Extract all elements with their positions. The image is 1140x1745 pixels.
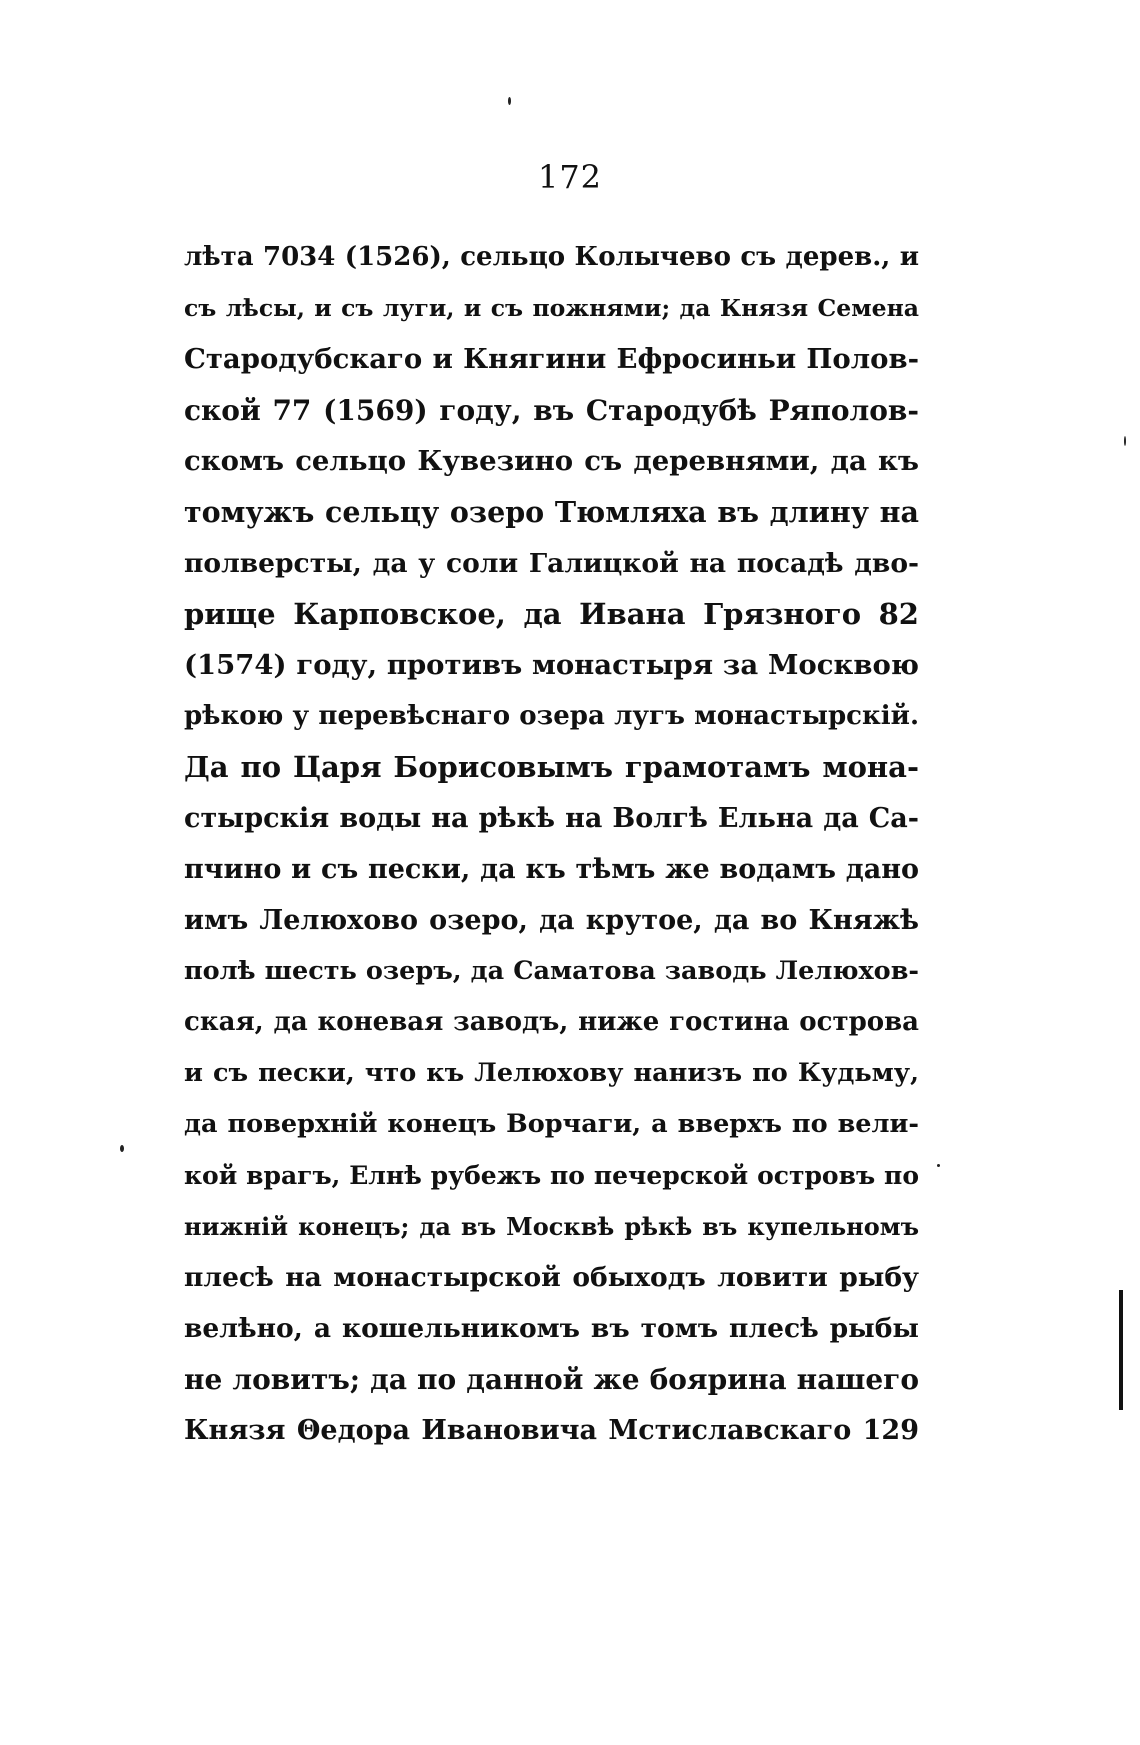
text-line: ской 77 (1569) году, въ Стародубѣ Ряполов- xyxy=(184,394,919,427)
text-line: нижній конецъ; да въ Москвѣ рѣкѣ въ купельномъ xyxy=(184,1212,919,1241)
text-line: и съ пески, что къ Лелюхову нанизъ по Кудьму, xyxy=(184,1058,919,1088)
scan-edge-mark xyxy=(1119,1290,1123,1410)
body-text xyxy=(184,232,919,1456)
scan-speck xyxy=(937,1164,940,1167)
text-line: лѣта 7034 (1526), сельцо Колычево съ дерев., и xyxy=(184,242,919,272)
text-line: скомъ сельцо Кувезино съ деревнями, да къ xyxy=(184,445,919,477)
text-line: велѣно, а кошельникомъ въ томъ плесѣ рыбы xyxy=(184,1313,919,1344)
text-line: Стародубскаго и Княгини Ефросиньи Полов- xyxy=(184,343,919,375)
text-line: не ловитъ; да по данной же боярина нашего xyxy=(184,1363,919,1396)
text-line: (1574) году, противъ монастыря за Москвою xyxy=(184,649,919,681)
text-line: полѣ шесть озеръ, да Саматова заводь Лелюхов- xyxy=(184,956,919,986)
text-line: плесѣ на монастырской обыходъ ловити рыбу xyxy=(184,1262,919,1293)
scan-speck xyxy=(1124,436,1126,446)
text-line: рище Карповское, да Ивана Грязного 82 xyxy=(184,597,919,631)
text-line: имъ Лелюхово озеро, да крутое, да во Княжѣ xyxy=(184,905,919,936)
text-line: полверсты, да у соли Галицкой на посадѣ дво- xyxy=(184,548,919,579)
text-line: ская, да коневая заводъ, ниже гостина острова xyxy=(184,1007,919,1037)
text-line: да поверхній конецъ Ворчаги, а вверхъ по вели- xyxy=(184,1109,919,1139)
text-line: томужъ сельцу озеро Тюмляха въ длину на xyxy=(184,495,919,529)
scan-speck xyxy=(508,97,511,105)
text-line: съ лѣсы, и съ луги, и съ пожнями; да Князя Семена xyxy=(184,294,919,322)
scan-speck xyxy=(120,1145,124,1152)
text-line: кой врагъ, Елнѣ рубежъ по печерской островъ по xyxy=(184,1161,919,1190)
text-line: Да по Царя Борисовымъ грамотамъ мона- xyxy=(184,750,919,784)
text-line: Князя Θедора Ивановича Мстиславскаго 129 xyxy=(184,1415,919,1446)
text-line: пчино и съ пески, да къ тѣмъ же водамъ дано xyxy=(184,854,919,885)
text-line: рѣкою у перевѣснаго озера лугъ монастырскій. xyxy=(184,701,919,731)
text-line: стырскія воды на рѣкѣ на Волгѣ Ельна да Са- xyxy=(184,803,919,834)
page-number: 172 xyxy=(537,158,603,196)
